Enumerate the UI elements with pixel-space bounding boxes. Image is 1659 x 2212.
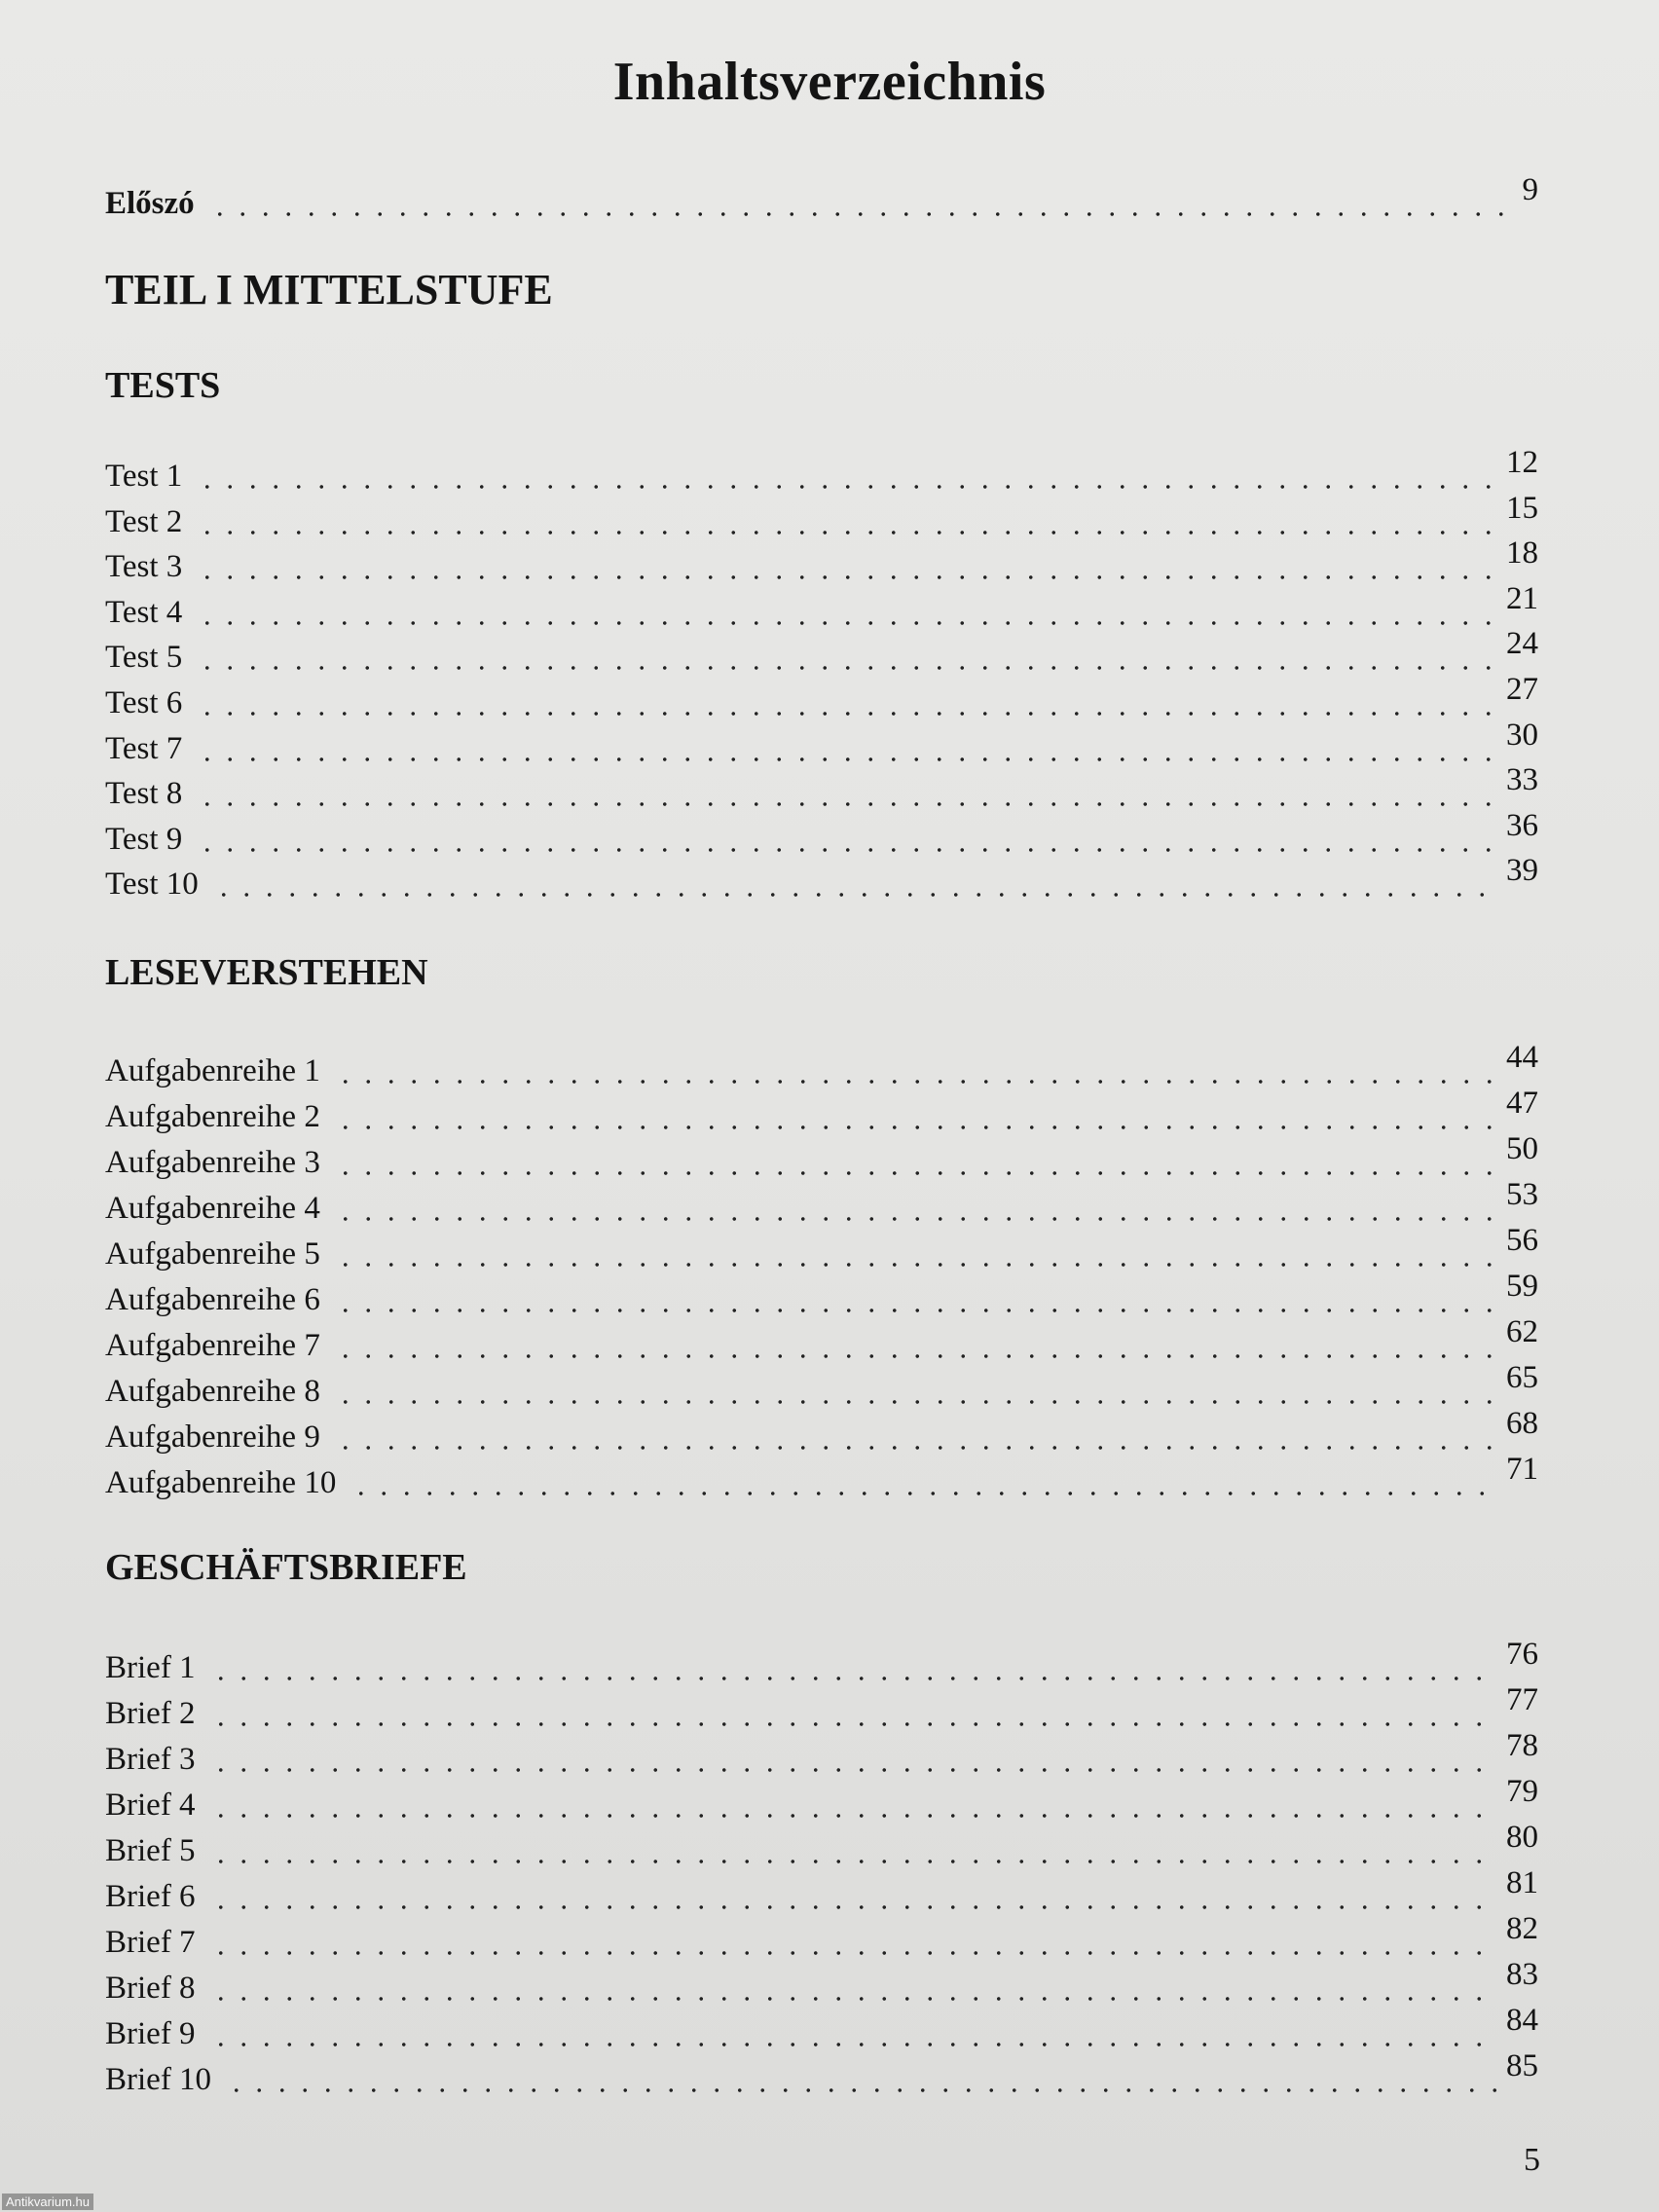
toc-entry-page: 85 [1506,2048,1538,2083]
toc-entry [105,672,1538,725]
toc-entry-page: 47 [1506,1086,1538,1121]
leader-dots [196,485,1498,489]
toc-entry [105,490,1538,544]
toc-entry-label: Aufgabenreihe 3 [105,1145,320,1180]
leader-dots [209,1860,1498,1863]
toc-entry-page: 21 [1506,580,1538,616]
toc-entry-page: 30 [1506,717,1538,753]
toc-entry [105,1314,1538,1368]
toc-entry-label: Test 3 [105,549,183,585]
toc-entry-page: 50 [1506,1131,1538,1166]
leader-dots [334,1400,1498,1404]
toc-entry [105,2003,1538,2056]
leader-dots [196,666,1498,670]
toc-entry-label: Test 5 [105,640,183,676]
toc-entry-preface [105,172,1538,226]
toc-entry-label: Aufgabenreihe 5 [105,1236,320,1272]
toc-entry [105,1728,1538,1782]
leader-dots [196,802,1498,806]
leader-dots [334,1446,1498,1450]
toc-entry [105,535,1538,589]
leader-dots [209,1722,1498,1726]
toc-entry [105,2048,1538,2102]
leader-dots [225,2088,1498,2092]
leader-dots [196,712,1498,716]
toc-entry-label: Aufgabenreihe 6 [105,1282,320,1317]
leader-dots [209,2043,1498,2046]
page-number: 5 [1524,2142,1540,2178]
toc-entry-label: Brief 10 [105,2062,212,2097]
leader-dots [350,1492,1498,1495]
toc-entry [105,1131,1538,1185]
toc-entry-label: Brief 8 [105,1971,196,2006]
toc-entry [105,1865,1538,1919]
leader-dots [334,1171,1498,1175]
section-heading-leseverstehen: LESEVERSTEHEN [105,952,428,993]
toc-entry-label: Test 7 [105,730,183,766]
toc-entry-label: Aufgabenreihe 7 [105,1328,320,1363]
leader-dots [334,1309,1498,1312]
leader-dots [208,212,1515,216]
toc-entry-label: Test 8 [105,776,183,812]
toc-entry [105,1223,1538,1276]
toc-entry-label: Aufgabenreihe 1 [105,1053,320,1088]
toc-entry-page: 53 [1506,1177,1538,1212]
toc-entry-label: Aufgabenreihe 4 [105,1191,320,1226]
toc-entry [105,580,1538,635]
toc-entry-label: Brief 9 [105,2016,196,2051]
toc-entry-page: 78 [1506,1728,1538,1763]
watermark: Antikvarium.hu [2,2194,93,2210]
toc-entry [105,717,1538,771]
leader-dots [196,848,1498,852]
toc-entry-label: Aufgabenreihe 10 [105,1465,337,1500]
toc-entry [105,1957,1538,2010]
toc-entry [105,1452,1538,1505]
toc-entry-page: 83 [1506,1957,1538,1992]
toc-entry-page: 24 [1506,626,1538,662]
toc-entry [105,1177,1538,1231]
toc-entry-page: 44 [1506,1040,1538,1075]
toc-entry [105,1682,1538,1736]
leader-dots [209,1814,1498,1818]
toc-entry [105,762,1538,816]
toc-entry-page: 27 [1506,672,1538,707]
leader-dots [334,1080,1498,1084]
toc-entry-page: 82 [1506,1911,1538,1946]
page-title: Inhaltsverzeichnis [612,52,1047,112]
toc-entry-label: Test 1 [105,459,183,494]
toc-entry [105,1269,1538,1322]
toc-entry [105,1360,1538,1414]
toc-entry-page: 68 [1506,1406,1538,1441]
leader-dots [212,893,1498,897]
toc-entry [105,626,1538,680]
leader-dots [209,1905,1498,1909]
toc-entry-label: Brief 3 [105,1742,196,1777]
toc-entry-label: Test 4 [105,594,183,630]
section-heading-geschaeftsbriefe: GESCHÄFTSBRIEFE [105,1547,467,1588]
toc-entry-page: 71 [1506,1452,1538,1487]
toc-entry-label: Test 10 [105,866,199,903]
toc-entry-label: Brief 2 [105,1696,196,1731]
leader-dots [196,621,1498,625]
toc-entry-page: 81 [1506,1865,1538,1900]
toc-entry-page: 9 [1522,172,1538,207]
toc-entry [105,1086,1538,1139]
leader-dots [334,1217,1498,1221]
leader-dots [209,1768,1498,1772]
leader-dots [196,575,1498,579]
toc-entry-label: Test 9 [105,821,183,857]
leader-dots [209,1997,1498,2001]
toc-entry-page: 76 [1506,1637,1538,1672]
toc-entry [105,1406,1538,1459]
toc-entry [105,445,1538,498]
toc-entry-page: 59 [1506,1269,1538,1304]
leader-dots [209,1951,1498,1955]
toc-entry-page: 80 [1506,1820,1538,1855]
toc-entry [105,1820,1538,1873]
toc-entry-page: 65 [1506,1360,1538,1395]
toc-entry-label: Test 2 [105,503,183,539]
leader-dots [334,1354,1498,1358]
part-heading: TEIL I MITTELSTUFE [105,266,553,313]
toc-entry-label: Aufgabenreihe 9 [105,1419,320,1455]
toc-entry [105,807,1538,862]
toc-entry-label: Brief 5 [105,1833,196,1868]
toc-entry-label: Brief 6 [105,1879,196,1914]
toc-entry-page: 39 [1506,853,1538,889]
toc-entry-label: Aufgabenreihe 8 [105,1374,320,1409]
leader-dots [334,1263,1498,1267]
toc-entry [105,853,1538,906]
toc-entry [105,1911,1538,1965]
toc-entry-page: 15 [1506,490,1538,526]
toc-entry [105,1774,1538,1827]
leader-dots [209,1677,1498,1680]
toc-entry-label: Test 6 [105,685,183,720]
toc-entry-page: 79 [1506,1774,1538,1809]
toc-entry-label: Aufgabenreihe 2 [105,1099,320,1134]
toc-entry [105,1040,1538,1093]
toc-entry-label: Brief 1 [105,1650,196,1685]
toc-entry-page: 56 [1506,1223,1538,1258]
toc-entry-page: 18 [1506,535,1538,571]
toc-entry-page: 12 [1506,445,1538,480]
toc-entry-page: 77 [1506,1682,1538,1717]
leader-dots [196,531,1498,535]
toc-entry-page: 84 [1506,2003,1538,2038]
toc-entry-label: Előszó [105,186,195,221]
section-heading-tests: TESTS [105,365,221,406]
toc-entry [105,1637,1538,1690]
toc-entry-page: 36 [1506,807,1538,843]
leader-dots [196,757,1498,761]
toc-entry-page: 62 [1506,1314,1538,1349]
leader-dots [334,1125,1498,1129]
toc-entry-label: Brief 4 [105,1788,196,1823]
toc-entry-page: 33 [1506,762,1538,798]
toc-entry-label: Brief 7 [105,1925,196,1960]
